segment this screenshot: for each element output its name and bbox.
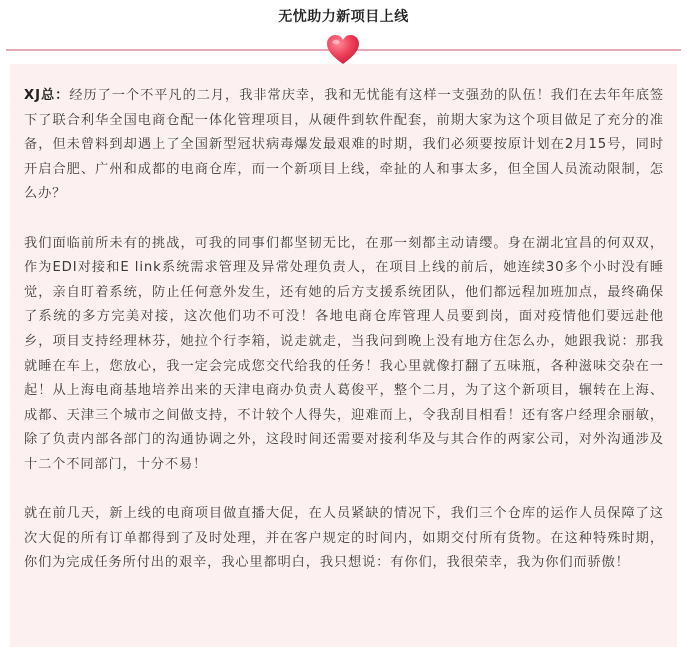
paragraph-1: [24, 84, 664, 207]
article-body: [24, 84, 664, 600]
article-title: 无忧助力新项目上线: [278, 9, 409, 25]
paragraph-3: 就在前几天，新上线的电商项目做直播大促，在人员紧缺的情况下，我们三个仓库的运作人员保障了这次大促的所有订单都得到了及时处理，并在客户规定的时间内，如期交付所有货物。在这种特殊时期，你们为完成任务所付出的艰辛，我心里都明白，我只想说：有你们，我很荣幸，我为你们而骄傲！: [24, 506, 664, 571]
article-panel: [10, 64, 677, 647]
speaker-label: XJ总：: [24, 88, 70, 103]
paragraph-1-text: 经历了一个不平凡的二月，我非常庆幸，我和无忧能有这样一支强劲的队伍！我们在去年年底签下了联合利华全国电商仓配一体化管理项目，从硬件到软件配套，前期大家为这个项目做足了充分的准备，但未曾料到却遇上了全国新型冠状病毒爆发最艰难的时期，我们必须要按原计划在2月15号，同时开启合肥、广州和成都的电商仓库，而一个新项目上线，牵扯的人和事太多，但全国人员流动限制，怎么办？: [24, 88, 664, 202]
paragraph-2: 我们面临前所未有的挑战，可我的同事们都坚韧无比，在那一刻都主动请缨。身在湖北宜昌的何双双，作为EDI对接和E link系统需求管理及异常处理负责人，在项目上线的前后，她连续30多个小时没有睡觉，亲自盯着系统，防止任何意外发生，还有她的后方支援系统团队，他们都远程加班加点，最终确保了系统的多方完美对接，这次他们功不可没！各地电商仓库管理人员要到岗，面对疫情他们要远赴他乡，项目支持经理林芬，她拉个行李箱，说走就走，当我问到晚上没有地方住怎么办，她跟我说：那我就睡在车上，您放心，我一定会完成您交代给我的任务！我心里就像打翻了五味瓶，各种滋味交杂在一起！从上海电商基地培养出来的天津电商办负责人葛俊平，整个二月，为了这个新项目，辗转在上海、成都、天津三个城市之间做支持，不计较个人得失，迎难而上，令我刮目相看！还有客户经理余丽敏，除了负责内部各部门的沟通协调之外，这段时间还需要对接利华及与其合作的两家公司，对外沟通涉及十二个不同部门，十分不易！: [24, 235, 664, 472]
heart-icon: [326, 34, 360, 66]
